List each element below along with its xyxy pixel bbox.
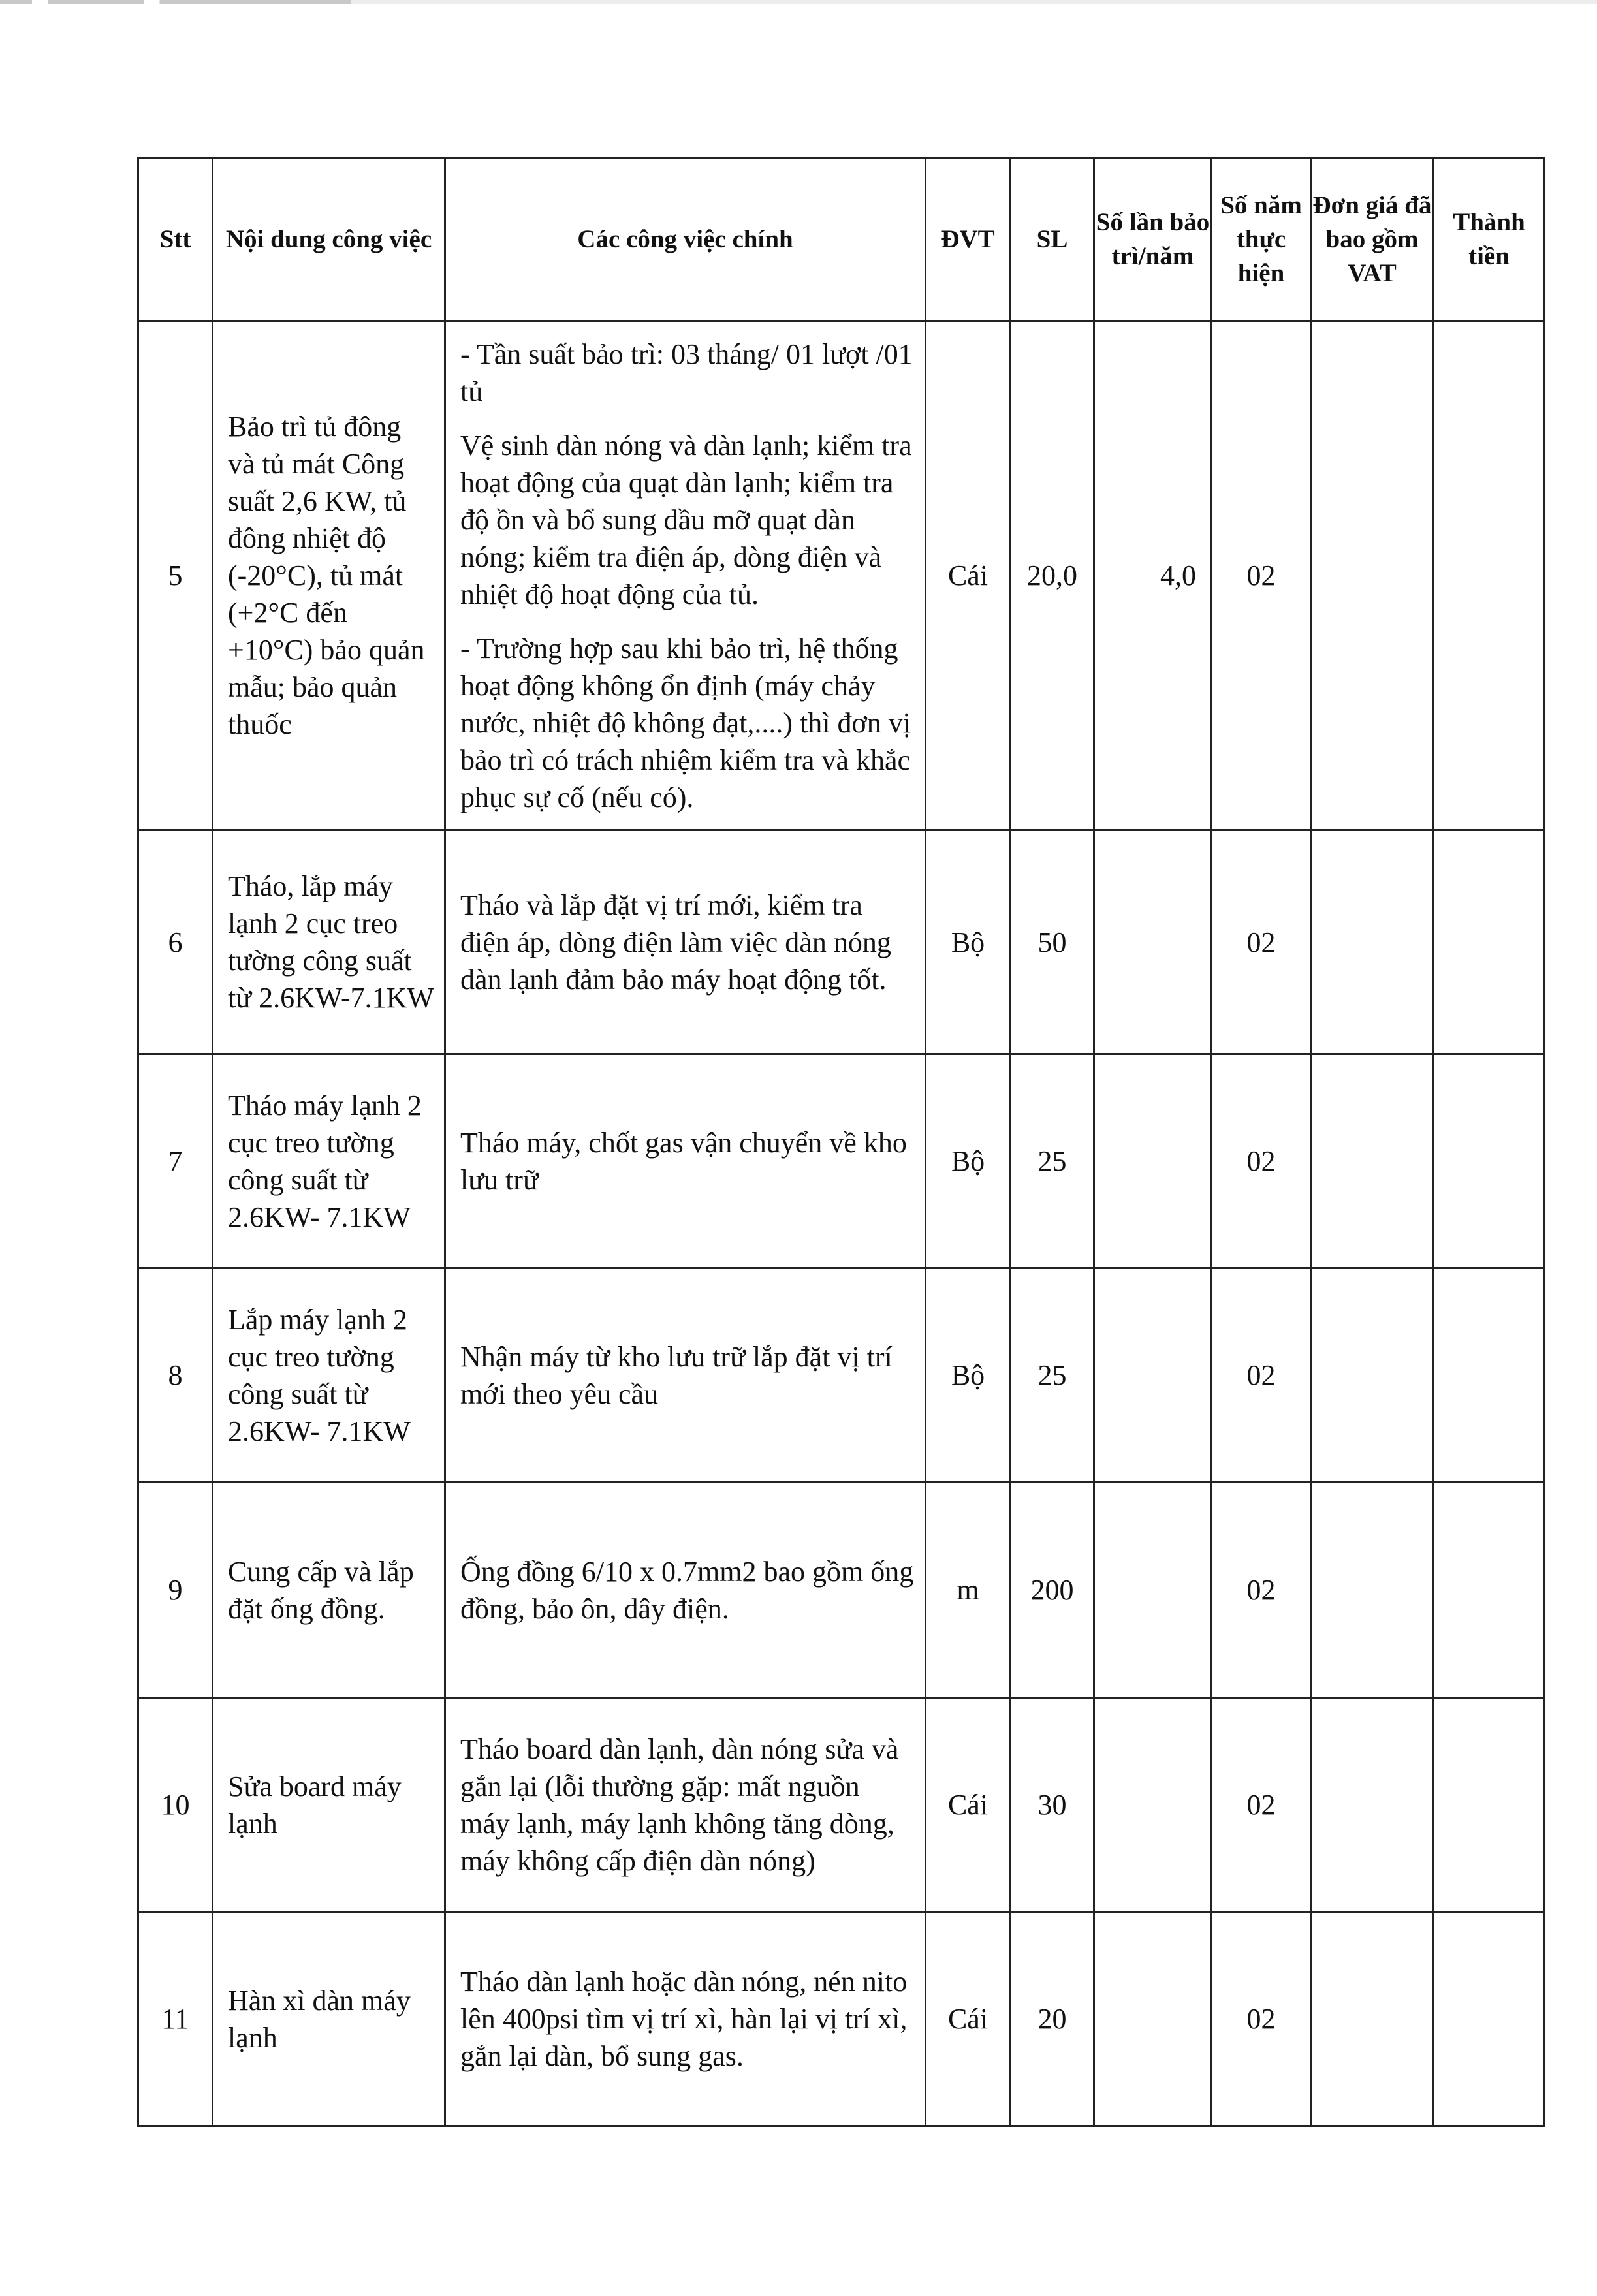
cell-work: [445, 1483, 926, 1698]
cell-total: [1434, 1054, 1545, 1268]
cell-stt: 9: [138, 1483, 213, 1698]
cell-times-per-year: [1094, 1268, 1212, 1483]
cell-times-per-year: [1094, 1912, 1212, 2126]
table-row: [138, 1483, 1545, 1698]
cell-content: Hàn xì dàn máy lạnh: [213, 1912, 445, 2126]
cell-content: Lắp máy lạnh 2 cục treo tường công suất từ 2.6KW- 7.1KW: [213, 1268, 445, 1483]
cell-unit: Bộ: [926, 1268, 1011, 1483]
cell-unit: Bộ: [926, 830, 1011, 1054]
cell-years: 02: [1212, 1054, 1311, 1268]
work-paragraph: Tháo dàn lạnh hoặc dàn nóng, nén nito lên 400psi tìm vị trí xì, hàn lại vị trí xì, gắn lại dàn, bổ sung gas.: [460, 1966, 908, 2072]
cell-years: 02: [1212, 1698, 1311, 1912]
cell-qty: 30: [1011, 1698, 1094, 1912]
table-row: [138, 830, 1545, 1054]
cell-qty: 20,0: [1011, 321, 1094, 830]
cell-unit: Cái: [926, 1912, 1011, 2126]
cell-qty: 50: [1011, 830, 1094, 1054]
header-unit-price: Đơn giá đã bao gồm VAT: [1311, 158, 1434, 321]
cell-unit-price: [1311, 1912, 1434, 2126]
cell-stt: 7: [138, 1054, 213, 1268]
cell-unit: Cái: [926, 321, 1011, 830]
cell-unit-price: [1311, 830, 1434, 1054]
scan-edge-artifact: [0, 0, 1597, 4]
cell-content: Sửa board máy lạnh: [213, 1698, 445, 1912]
cell-stt: 6: [138, 830, 213, 1054]
cell-content: Bảo trì tủ đông và tủ mát Công suất 2,6 KW, tủ đông nhiệt độ (-20°C), tủ mát (+2°C đến +10°C) bảo quản mẫu; bảo quản thuốc: [213, 321, 445, 830]
cell-total: [1434, 1268, 1545, 1483]
header-content: Nội dung công việc: [213, 158, 445, 321]
cell-qty: 25: [1011, 1054, 1094, 1268]
cell-work: [445, 1698, 926, 1912]
cell-times-per-year: [1094, 1698, 1212, 1912]
cell-times-per-year: [1094, 1483, 1212, 1698]
cell-total: [1434, 830, 1545, 1054]
cell-content: Cung cấp và lắp đặt ống đồng.: [213, 1483, 445, 1698]
cell-content: Tháo máy lạnh 2 cục treo tường công suất từ 2.6KW- 7.1KW: [213, 1054, 445, 1268]
cell-work: [445, 1054, 926, 1268]
cell-unit-price: [1311, 1698, 1434, 1912]
cell-qty: 25: [1011, 1268, 1094, 1483]
cell-years: 02: [1212, 1268, 1311, 1483]
cell-stt: 5: [138, 321, 213, 830]
work-paragraph: Vệ sinh dàn nóng và dàn lạnh; kiểm tra hoạt động của quạt dàn lạnh; kiểm tra độ ồn và bổ sung dầu mỡ quạt dàn nóng; kiểm tra điện áp, dòng điện và nhiệt độ hoạt động của tủ.: [460, 429, 912, 610]
cell-total: [1434, 1483, 1545, 1698]
cell-qty: 200: [1011, 1483, 1094, 1698]
table-row: [138, 1054, 1545, 1268]
cell-stt: 8: [138, 1268, 213, 1483]
cell-years: 02: [1212, 321, 1311, 830]
cell-work: [445, 830, 926, 1054]
table-row: [138, 1698, 1545, 1912]
work-paragraph: Tháo board dàn lạnh, dàn nóng sửa và gắn lại (lỗi thường gặp: mất nguồn máy lạnh, máy lạnh không tăng dòng, máy không cấp điện dàn nóng): [460, 1733, 899, 1877]
cell-qty: 20: [1011, 1912, 1094, 2126]
work-paragraph: Tháo và lắp đặt vị trí mới, kiểm tra điện áp, dòng điện làm việc dàn nóng dàn lạnh đảm bảo máy hoạt động tốt.: [460, 889, 891, 996]
cell-unit-price: [1311, 1483, 1434, 1698]
cell-total: [1434, 1698, 1545, 1912]
header-times-per-year: Số lần bảo trì/năm: [1094, 158, 1212, 321]
cell-work: [445, 1268, 926, 1483]
work-paragraph: - Tần suất bảo trì: 03 tháng/ 01 lượt /01 tủ: [460, 338, 913, 407]
cell-work: [445, 1912, 926, 2126]
work-paragraph: Nhận máy từ kho lưu trữ lắp đặt vị trí mới theo yêu cầu: [460, 1340, 893, 1410]
maintenance-price-table: [137, 157, 1545, 2127]
cell-unit: m: [926, 1483, 1011, 1698]
cell-stt: 10: [138, 1698, 213, 1912]
header-qty: SL: [1011, 158, 1094, 321]
table-row: [138, 1912, 1545, 2126]
cell-stt: 11: [138, 1912, 213, 2126]
table-row: [138, 1268, 1545, 1483]
header-total: Thành tiền: [1434, 158, 1545, 321]
header-years: Số năm thực hiện: [1212, 158, 1311, 321]
header-work: Các công việc chính: [445, 158, 926, 321]
cell-years: 02: [1212, 830, 1311, 1054]
work-paragraph: Tháo máy, chốt gas vận chuyển về kho lưu trữ: [460, 1126, 907, 1196]
table-header-row: [138, 158, 1545, 321]
cell-unit-price: [1311, 321, 1434, 830]
work-paragraph: - Trường hợp sau khi bảo trì, hệ thống hoạt động không ổn định (máy chảy nước, nhiệt độ không đạt,....) thì đơn vị bảo trì có trách nhiệm kiểm tra và khắc phục sự cố (nếu có).: [460, 632, 911, 813]
cell-total: [1434, 321, 1545, 830]
cell-times-per-year: [1094, 1054, 1212, 1268]
cell-unit-price: [1311, 1054, 1434, 1268]
cell-times-per-year: [1094, 830, 1212, 1054]
cell-content: Tháo, lắp máy lạnh 2 cục treo tường công suất từ 2.6KW-7.1KW: [213, 830, 445, 1054]
cell-years: 02: [1212, 1912, 1311, 2126]
cell-total: [1434, 1912, 1545, 2126]
header-unit: ĐVT: [926, 158, 1011, 321]
cell-unit: Bộ: [926, 1054, 1011, 1268]
cell-times-per-year: 4,0: [1094, 321, 1212, 830]
work-paragraph: Ống đồng 6/10 x 0.7mm2 bao gồm ống đồng, bảo ôn, dây điện.: [460, 1555, 914, 1625]
cell-unit-price: [1311, 1268, 1434, 1483]
cell-work: [445, 321, 926, 830]
cell-years: 02: [1212, 1483, 1311, 1698]
header-stt: Stt: [138, 158, 213, 321]
cell-unit: Cái: [926, 1698, 1011, 1912]
table-row: [138, 321, 1545, 830]
